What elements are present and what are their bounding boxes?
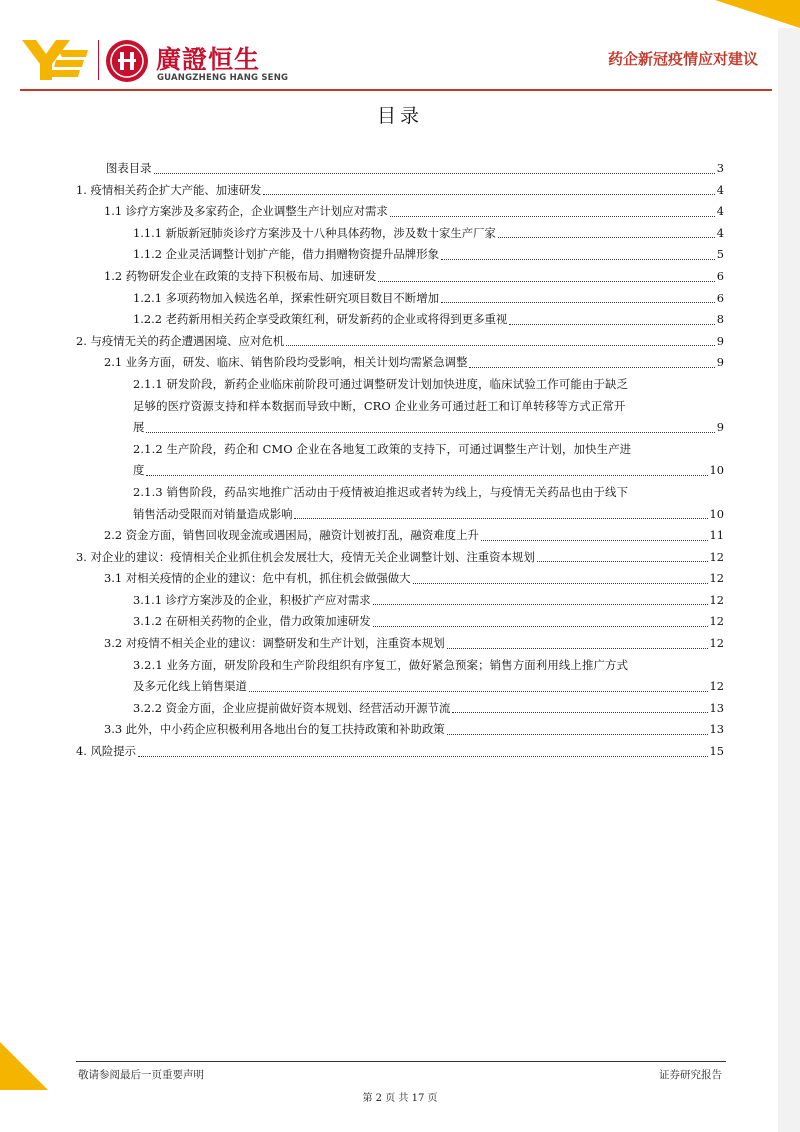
page-number: 第 2 页 共 17 页 [362, 1093, 438, 1104]
toc-entry-text: 1.1.2 企业灵活调整计划扩产能，借力捐赠物资提升品牌形象 [133, 247, 439, 262]
toc-entry[interactable] [76, 288, 724, 310]
logo-chinese-name: 廣證恒生 [156, 45, 261, 74]
toc-entry[interactable] [76, 655, 724, 698]
toc-leader-dots [378, 281, 714, 282]
toc-leader-dots [447, 734, 708, 735]
toc-page-number: 12 [709, 571, 724, 586]
toc-leader-dots [146, 432, 714, 433]
toc-entry-text: 2.1 业务方面，研发、临床、销售阶段均受影响，相关计划均需紧急调整 [104, 355, 468, 370]
toc-entry[interactable] [76, 223, 724, 245]
toc-page-number: 4 [716, 204, 724, 219]
toc-page-number: 10 [709, 506, 724, 521]
toc-entry[interactable] [76, 201, 724, 223]
toc-page-number: 11 [709, 528, 724, 543]
toc-leader-dots [447, 648, 708, 649]
toc-entry-text: 1.2.2 老药新用相关药企享受政策红利，研发新药的企业或将得到更多重视 [133, 312, 508, 327]
toc-leader-dots [138, 756, 707, 757]
toc-entry-text: 4. 风险提示 [76, 744, 137, 759]
toc-entry[interactable] [76, 741, 724, 763]
toc-page-number: 3 [716, 161, 724, 175]
footer-report-type: 证券研究报告 [659, 1069, 722, 1081]
corner-decoration-bottom-left [0, 1042, 48, 1090]
toc-entry-line: 度 [133, 463, 145, 478]
toc-entry[interactable] [76, 482, 724, 525]
toc-leader-dots [452, 712, 707, 713]
toc-page-number: 13 [709, 700, 724, 715]
toc-entry[interactable] [76, 180, 724, 202]
toc-entry[interactable] [76, 266, 724, 288]
toc-entry-text: 1.1 诊疗方案涉及多家药企，企业调整生产计划应对需求 [104, 204, 388, 219]
table-of-contents [76, 158, 724, 763]
toc-leader-dots [286, 345, 715, 346]
toc-entry[interactable] [76, 719, 724, 741]
toc-leader-dots [537, 561, 708, 562]
toc-entry-line: 展 [133, 420, 145, 435]
toc-page-number: 9 [716, 355, 724, 370]
toc-entry-text: 1.2 药物研发企业在政策的支持下积极布局、加速研发 [104, 268, 377, 283]
toc-entry-text: 1.1.1 新版新冠肺炎诊疗方案涉及十八种具体药物，涉及数十家生产厂家 [133, 225, 496, 240]
toc-entry-text: 2. 与疫情无关的药企遭遇困境、应对危机 [76, 333, 285, 348]
toc-page-number: 9 [716, 333, 724, 348]
toc-entry-text: 3. 对企业的建议：疫情相关企业抓住机会发展壮大，疫情无关企业调整计划、注重资本规划 [76, 549, 535, 564]
toc-entry[interactable] [76, 525, 724, 547]
toc-entry-text: 3.1 对相关疫情的企业的建议：危中有机，抓住机会做强做大 [104, 571, 411, 586]
toc-entry[interactable] [76, 568, 724, 590]
toc-page-number: 15 [709, 744, 724, 759]
toc-entry[interactable] [76, 374, 724, 439]
toc-leader-dots [441, 302, 715, 303]
toc-entry-line: 足够的医疗资源支持和样本数据而导致中断，CRO 企业业务可通过赶工和订单转移等方式正常开 [133, 398, 626, 413]
toc-page-number: 6 [716, 290, 724, 305]
toc-entry-text: 3.2 对疫情不相关企业的建议：调整研发和生产计划，注重资本规划 [104, 636, 445, 651]
toc-leader-dots [263, 194, 714, 195]
toc-entry[interactable] [76, 698, 724, 720]
toc-entry-line: 3.2.1 业务方面，研发阶段和生产阶段组织有序复工，做好紧急预案；销售方面利用线上推广方式 [133, 657, 629, 672]
toc-leader-dots [469, 367, 714, 368]
toc-entry[interactable] [76, 439, 724, 482]
toc-page-number: 6 [716, 268, 724, 283]
report-title: 药企新冠疫情应对建议 [607, 50, 758, 68]
toc-entry-text: 2.2 资金方面，销售回收现金流或遇困局，融资计划被打乱，融资难度上升 [104, 528, 479, 543]
toc-entry-text: 3.1.2 在研相关药物的企业，借力政策加速研发 [133, 614, 371, 629]
toc-entry[interactable] [76, 590, 724, 612]
toc-page-number: 4 [716, 182, 724, 197]
toc-page-number: 4 [716, 225, 724, 240]
toc-entry[interactable] [76, 158, 724, 180]
toc-entry[interactable] [76, 611, 724, 633]
toc-page-number: 9 [716, 420, 724, 435]
toc-leader-dots [390, 216, 715, 217]
toc-leader-dots [373, 604, 708, 605]
toc-page-number: 10 [709, 463, 724, 478]
toc-leader-dots [154, 173, 715, 174]
toc-leader-dots [413, 583, 708, 584]
toc-leader-dots [146, 475, 707, 476]
toc-leader-dots [509, 324, 714, 325]
toc-page-number: 5 [716, 247, 724, 262]
toc-entry[interactable] [76, 309, 724, 331]
logo-english-name: GUANGZHENG HANG SENG [157, 73, 289, 83]
footer-disclaimer-note: 敬请参阅最后一页重要声明 [78, 1069, 204, 1081]
toc-page-number: 13 [709, 722, 724, 737]
toc-entry-text: 3.2.2 资金方面，企业应提前做好资本规划、经营活动开源节流 [133, 700, 451, 715]
toc-entry-line: 2.1.3 销售阶段，药品实地推广活动由于疫情被迫推迟或者转为线上，与疫情无关药品也由于线下 [133, 484, 629, 499]
footer-divider [76, 1061, 726, 1062]
toc-entry-text: 1.2.1 多项药物加入候选名单，探索性研究项目数目不断增加 [133, 290, 439, 305]
corner-decoration-top-right [715, 0, 800, 28]
toc-page-number: 12 [709, 592, 724, 607]
toc-page-number: 12 [709, 679, 724, 694]
toc-entry[interactable] [76, 352, 724, 374]
toc-title: 目录 [376, 105, 423, 127]
toc-entry[interactable] [76, 244, 724, 266]
toc-page-number: 12 [709, 549, 724, 564]
toc-entry-text: 图表目录 [106, 161, 152, 175]
header-divider [20, 89, 772, 91]
toc-leader-dots [249, 691, 708, 692]
toc-entry[interactable] [76, 633, 724, 655]
toc-entry[interactable] [76, 547, 724, 569]
toc-leader-dots [373, 626, 708, 627]
toc-entry-line: 2.1.1 研发阶段，新药企业临床前阶段可通过调整研发计划加快进度，临床试验工作可能由于缺乏 [133, 376, 629, 391]
toc-entry-line: 销售活动受限而对销量造成影响 [133, 506, 293, 521]
toc-page-number: 12 [709, 614, 724, 629]
page-header [20, 36, 772, 92]
toc-entry[interactable] [76, 331, 724, 353]
ye-logo-icon [22, 40, 88, 80]
toc-page-number: 8 [716, 312, 724, 327]
toc-leader-dots [294, 518, 707, 519]
toc-leader-dots [441, 259, 715, 260]
side-stripe [778, 28, 800, 1132]
toc-page-number: 12 [709, 636, 724, 651]
toc-entry-text: 3.1.1 诊疗方案涉及的企业，积极扩产应对需求 [133, 592, 371, 607]
logo-divider [98, 40, 99, 80]
toc-leader-dots [498, 237, 715, 238]
toc-entry-line: 及多元化线上销售渠道 [133, 679, 247, 694]
toc-entry-line: 2.1.2 生产阶段，药企和 CMO 企业在各地复工政策的支持下，可通过调整生产计划，加快生产进 [133, 441, 632, 456]
seal-logo-icon [106, 40, 148, 82]
toc-leader-dots [481, 540, 708, 541]
toc-entry-text: 1. 疫情相关药企扩大产能、加速研发 [76, 182, 262, 197]
toc-entry-text: 3.3 此外，中小药企应积极利用各地出台的复工扶持政策和补助政策 [104, 722, 445, 737]
